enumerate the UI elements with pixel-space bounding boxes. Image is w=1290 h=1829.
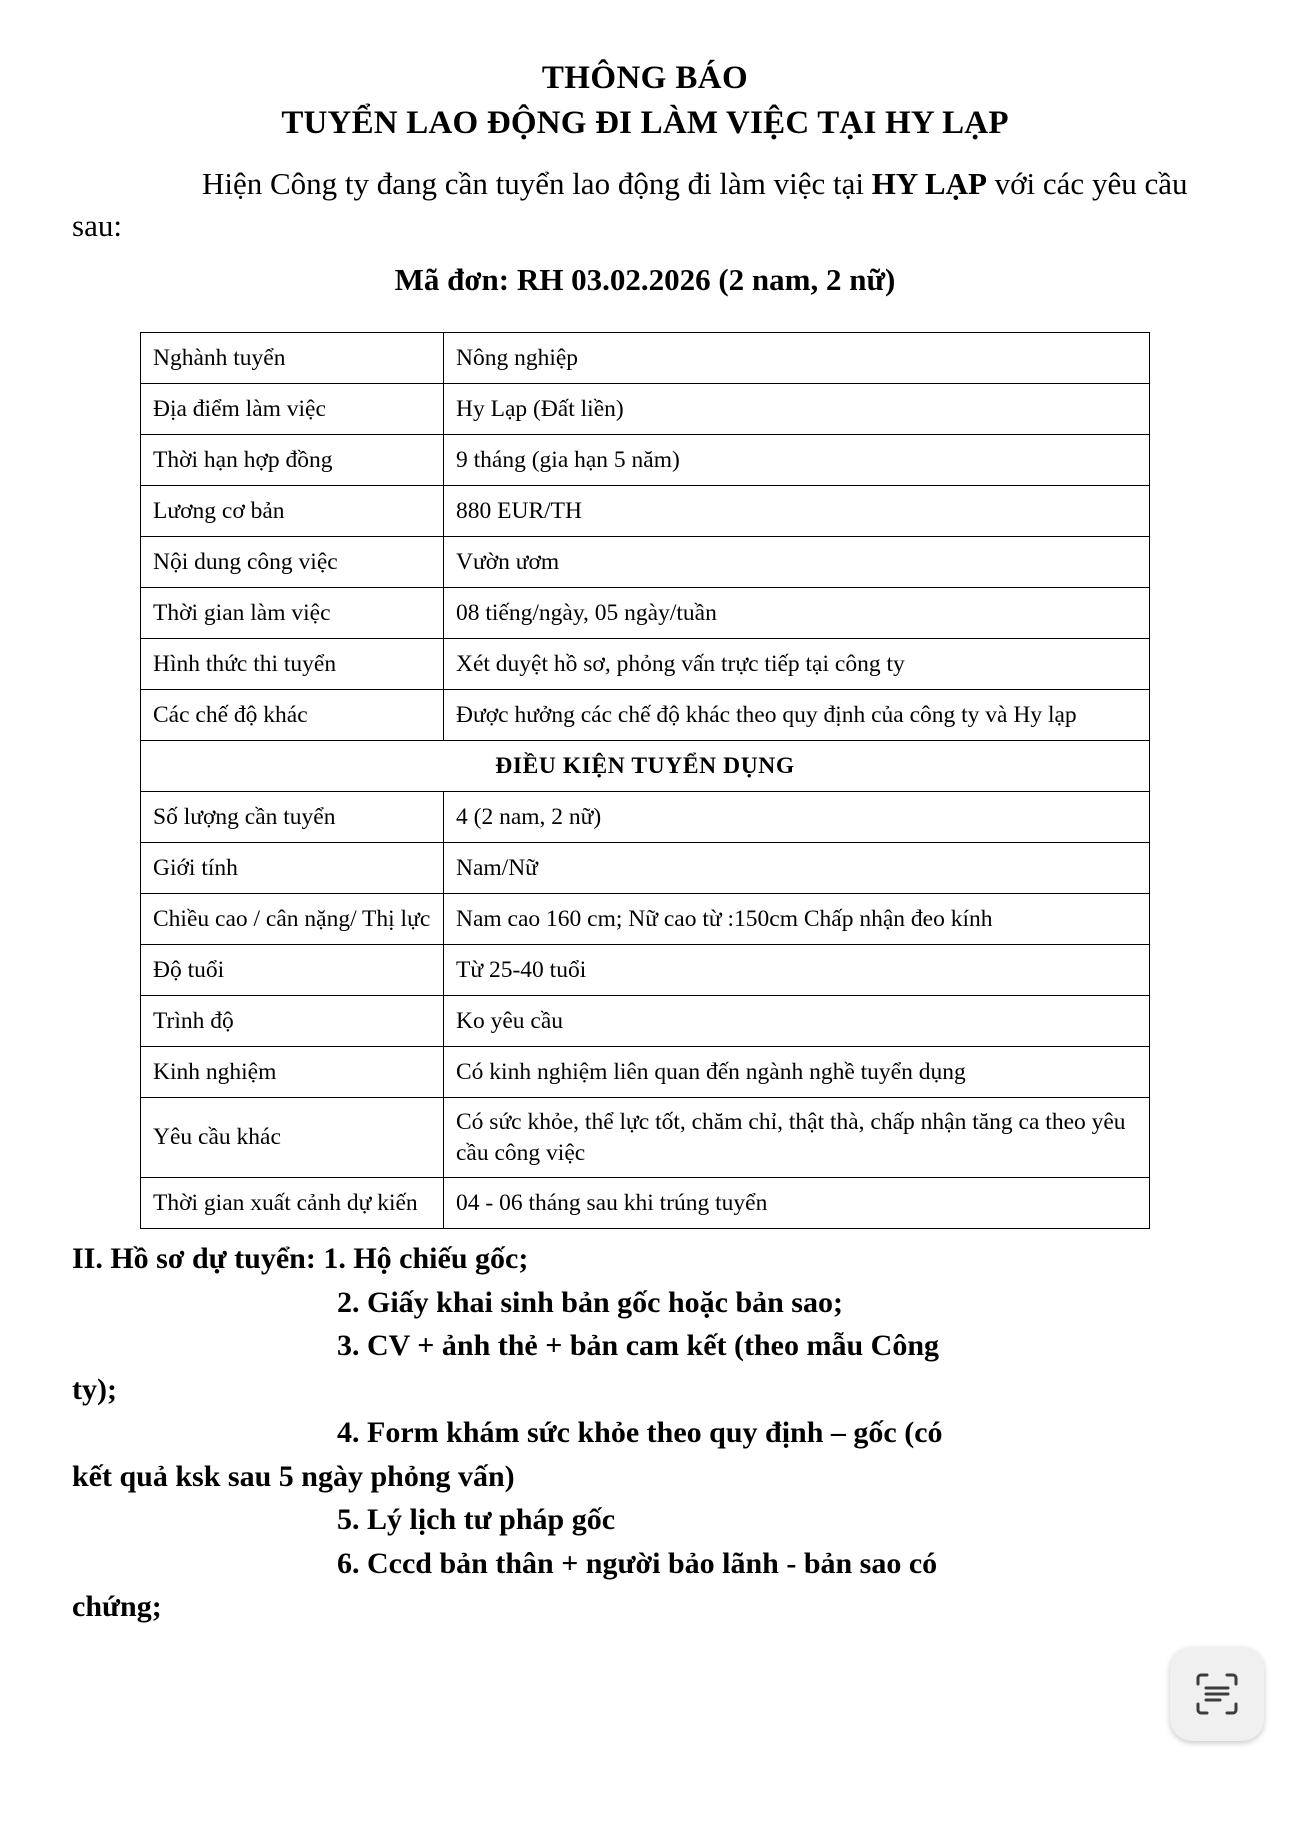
section-header: ĐIỀU KIỆN TUYỂN DỤNG [141,741,1150,792]
row-value: 04 - 06 tháng sau khi trúng tuyển [444,1178,1150,1229]
row-label: Số lượng cần tuyển [141,792,444,843]
table-row [141,537,1150,588]
intro-prefix: Hiện Công ty đang cần tuyển lao động đi làm việc tại [202,165,872,201]
table-section-header-row [141,741,1150,792]
row-value: Nam cao 160 cm; Nữ cao từ :150cm Chấp nhận đeo kính [444,894,1150,945]
table-row [141,1098,1150,1178]
documents-item-3-line1: 3. CV + ảnh thẻ + bản cam kết (theo mẫu Công [337,1329,940,1363]
table-row [141,894,1150,945]
documents-item-1: 1. Hộ chiếu gốc; [323,1242,529,1276]
table-row [141,588,1150,639]
row-value: Có kinh nghiệm liên quan đến ngành nghề tuyển dụng [444,1047,1150,1098]
row-label: Thời gian xuất cảnh dự kiến [141,1178,444,1229]
row-value: Từ 25-40 tuổi [444,945,1150,996]
row-value: 4 (2 nam, 2 nữ) [444,792,1150,843]
row-label: Thời hạn hợp đồng [141,435,444,486]
documents-item-4-line1: 4. Form khám sức khỏe theo quy định – gốc (có [337,1416,943,1450]
intro-paragraph [72,163,1218,249]
row-label: Thời gian làm việc [141,588,444,639]
table-row [141,996,1150,1047]
row-value: Hy Lạp (Đất liền) [444,384,1150,435]
row-label: Địa điểm làm việc [141,384,444,435]
row-label: Chiều cao / cân nặng/ Thị lực [141,894,444,945]
intro-highlight: HY LẠP [871,165,987,201]
row-label: Yêu cầu khác [141,1098,444,1178]
documents-item-6-line1: 6. Cccd bản thân + người bảo lãnh - bản sao có [337,1546,938,1580]
documents-section [72,1237,1218,1629]
row-label: Nội dung công việc [141,537,444,588]
table-row [141,384,1150,435]
row-label: Lương cơ bản [141,486,444,537]
row-label: Nghành tuyển [141,333,444,384]
table-row [141,333,1150,384]
row-value: Nông nghiệp [444,333,1150,384]
table-row [141,1047,1150,1098]
table-row [141,792,1150,843]
row-value: 880 EUR/TH [444,486,1150,537]
row-label: Hình thức thi tuyển [141,639,444,690]
row-label: Các chế độ khác [141,690,444,741]
table-row [141,435,1150,486]
row-label: Giới tính [141,843,444,894]
row-label: Độ tuổi [141,945,444,996]
row-value: Có sức khỏe, thể lực tốt, chăm chỉ, thật thà, chấp nhận tăng ca theo yêu cầu công việc [444,1098,1150,1178]
row-value: 08 tiếng/ngày, 05 ngày/tuần [444,588,1150,639]
scan-text-icon [1194,1671,1240,1717]
table-row [141,1178,1150,1229]
table-row [141,843,1150,894]
documents-item-5: 5. Lý lịch tư pháp gốc [337,1503,616,1537]
row-value: Xét duyệt hồ sơ, phỏng vấn trực tiếp tại công ty [444,639,1150,690]
documents-item-4-line2: kết quả ksk sau 5 ngày phỏng vấn) [72,1459,515,1493]
row-value: Được hưởng các chế độ khác theo quy định của công ty và Hy lạp [444,690,1150,741]
documents-item-2: 2. Giấy khai sinh bản gốc hoặc bản sao; [337,1285,843,1319]
documents-heading: II. Hồ sơ dự tuyển: [72,1242,316,1276]
documents-item-3-line2: ty); [72,1372,117,1406]
page-subtitle: TUYỂN LAO ĐỘNG ĐI LÀM VIỆC TẠI HY LẠP [281,105,1009,142]
table-row [141,945,1150,996]
row-value: Ko yêu cầu [444,996,1150,1047]
row-value: 9 tháng (gia hạn 5 năm) [444,435,1150,486]
page-title: THÔNG BÁO [541,60,749,96]
document-page [0,58,1290,1829]
row-label: Trình độ [141,996,444,1047]
table-row [141,639,1150,690]
intro-suffix: với các yêu cầu sau: [72,165,1188,244]
document-title-block [0,58,1290,145]
scan-text-button[interactable] [1170,1647,1264,1741]
recruitment-info-table [140,332,1150,1229]
row-value: Nam/Nữ [444,843,1150,894]
table-row [141,486,1150,537]
table-row [141,690,1150,741]
documents-item-6-line2: chứng; [72,1590,162,1624]
order-code: Mã đơn: RH 03.02.2026 (2 nam, 2 nữ) [394,262,896,298]
row-value: Vườn ươm [444,537,1150,588]
documents-heading-row [72,1237,1218,1281]
row-label: Kinh nghiệm [141,1047,444,1098]
